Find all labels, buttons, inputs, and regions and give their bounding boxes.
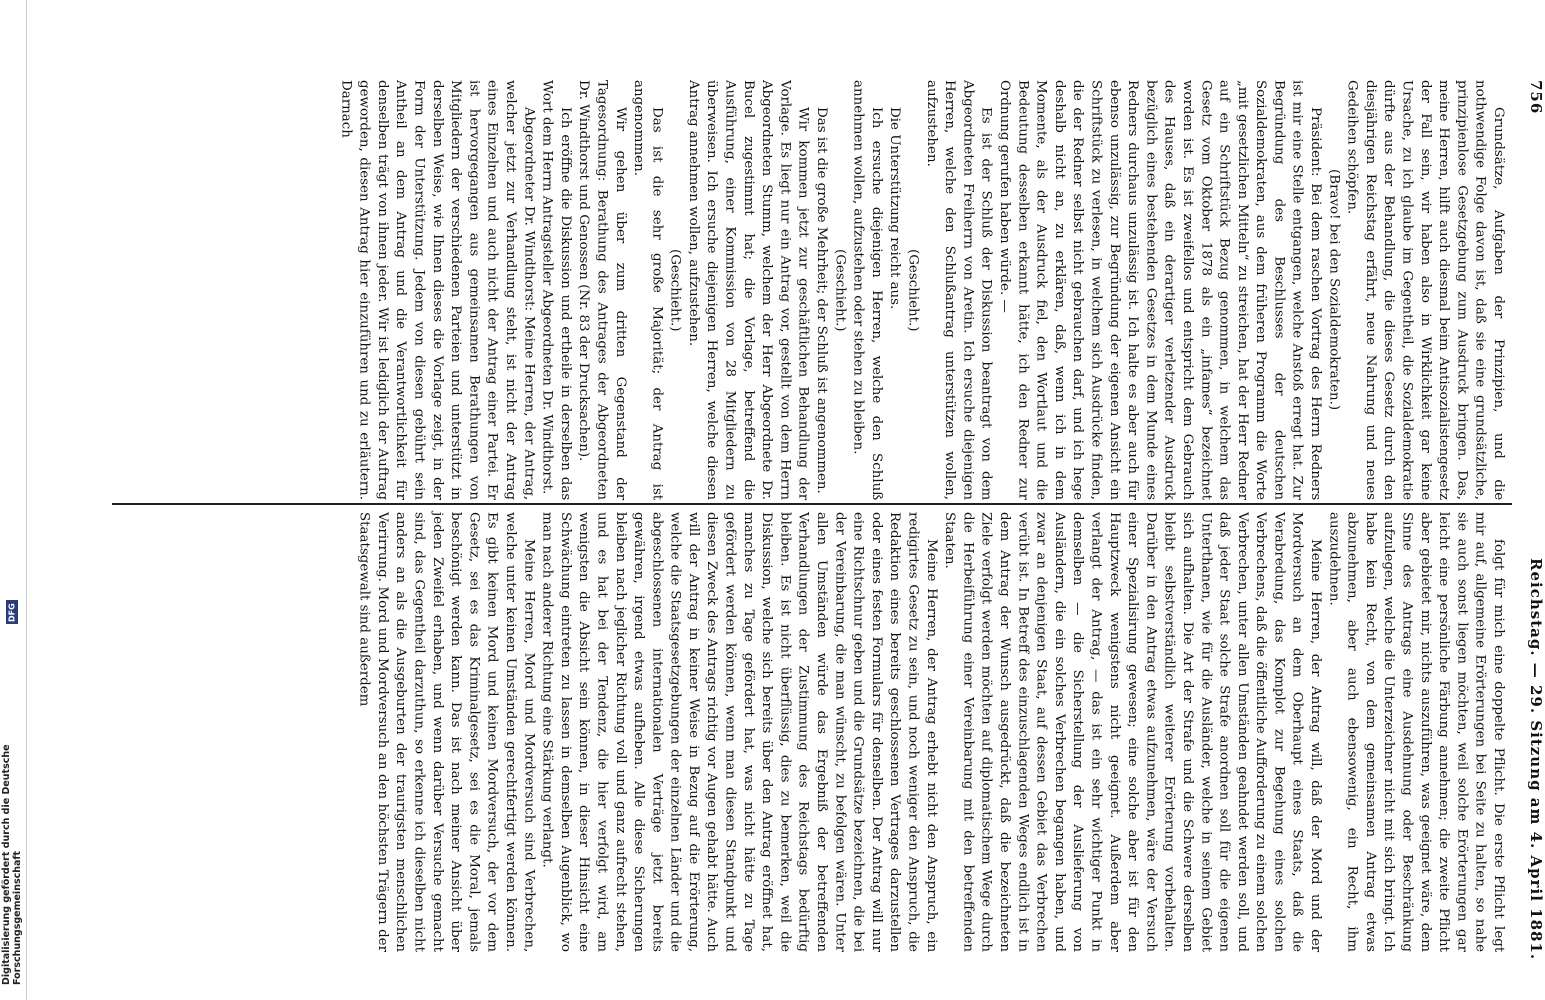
page-header <box>1515 80 1545 960</box>
column-left <box>112 80 1507 500</box>
interjection: (Geschieht.) <box>832 248 848 332</box>
paragraph: Das ist die sehr große Majorität; der Antrag ist angenommen. <box>631 80 665 500</box>
paragraph: Grundsätze, Aufgaben der Prinzipien, und die nothwendige Folge davon ist, daß sie eine grundsätzliche, prinzipienlose Gesetzgebung zum Ausdruck bringen. Das, meine Herren, hilft auch diesmal beim Antisozialistengesetz der Fall sein, wir haben also in Wirklichkeit gar keine Ursache, zu ich glaube im Gegentheil, die Sozialdemokratie dürfte aus der Behandlung, die dieses Gesetz durch den diesjährigen Reichstag erfährt, neue Nahrung und neues Gedeihen schöpfen. <box>1344 80 1506 500</box>
agenda-item: Wir gehen über zum dritten Gegenstand der Tagesordnung: Berathung des Antrages der Abgeordneten Dr. Windthorst und Genossen (Nr. 83 der Drucksachen). <box>576 80 628 500</box>
paragraph: Ich ersuche diejenigen Herren, welche den Schluß annehmen wollen, aufzustehen oder stehen zu bleiben. <box>850 80 884 500</box>
interjection: (Geschieht.) <box>667 248 683 332</box>
paragraph: Meine Herren, Mord und Mordversuch sind Verbrechen, welche unter keinen Umständen gerechtfertigt werden können. Es gibt keinen Mord und keinen Mordversuch, der vor dem Gesetz, sei es das Kriminalgesetz, sei es die Moral, jemals beschönigt werden kann. Das ist nach meiner Ansicht über jeden Zweifel erhaben, und wenn darüber Versuche gemacht sind, das Gegentheil darzuthun, so erkenne ich dieselben nicht anders an als die Ausgeburten der traurigsten menschlichen Verirrung. Mord und Mordversuch an den höchsten Trägern der Staatsgewalt sind außerdem <box>356 512 537 952</box>
interjection: (Geschieht.) <box>905 248 921 332</box>
paragraph: Die Unterstützung reicht aus. <box>887 106 903 310</box>
paragraph: Abgeordneter Dr. Windthorst: Meine Herren, der Antrag, welcher jetzt zur Verhandlung steht, ist nicht der Antrag eines Einzelnen und auch nicht der Antrag einer Partei. Er ist hervorgegangen aus gemeinsamen Berathungen von Mitgliedern der verschiedenen Parteien und unterstützt in derselben Weise, wie Ihnen dieses die Vorlage zeigt, in der Form der Unterstützung. Jedem von diesen gebührt sein Antheil an dem Antrag und die Verantwortlichkeit für denselben trägt von ihnen jeder. Wir ist lediglich der Auftrag geworden, diesen Antrag hier einzuführen und zu erläutern. Darnach <box>338 80 537 500</box>
paragraph: Es ist der Schluß der Diskussion beantragt von dem Abgeordneten Freiherrn von Aretin. Ich ersuche diejenigen Herren, welche den Schlußantrag unterstützen wollen, aufzustehen. <box>923 80 994 500</box>
funding-footer <box>1 600 23 985</box>
funding-note: Digitalisierung gefördert durch die Deutsche Forschungsgemeinschaft <box>1 744 23 985</box>
paragraph: folgt für mich eine doppelte Pflicht. Die erste Pflicht legt mir auf, allgemeine Erörterungen bei Seite zu halten, so nahe sie auch sonst liegen möchten, weil solche Erörterungen gar leicht eine persönliche Färbung annehmen; die zweite Pflicht aber gebietet mir, nichts auszuführen, was geeignet wäre, dem Sinne des Antrags eine Ausdehnung oder Beschränkung aufzulegen, welche die Unterzeichner nicht mit sich bringt. Ich habe kein Recht, von dem gemeinsamen Antrag etwas abzunehmen, aber auch ebensowenig, ein Recht, ihm auszudehnen. <box>1326 512 1506 952</box>
interjection: (Bravo! bei den Sozialdemokraten.) <box>1326 169 1342 411</box>
paragraph: Meine Herren, der Antrag will, daß der Mord und der Mordversuch an dem Oberhaupt eines Staats, daß die Verabredung, das Komplot zur Begehung eines solchen Verbrechens, daß die öffentliche Aufforderung zu einem solchen Verbrechen, unter allen Umständen geahndet werden soll, und daß jeder Staat solche Strafe anordnen soll für die eigenen Unterthanen, wie für die Ausländer, welche in seinem Gebiet sich aufhalten. Die Art der Strafe und die Schwere derselben bleibt selbstverständlich weiterer Erörterung vorbehalten. Darüber in den Antrag etwas aufzunehmen, wäre der Versuch einer Spezialisirung gewesen; eine solche aber ist für den Hauptzweck wenigstens nicht geeignet. Außerdem aber verlangt der Antrag, — das ist ein sehr wichtiger Punkt in demselben — die Sicherstellung der Auslieferung von Ausländern, die ein solches Verbrechen begangen haben, und zwar an denjenigen Staat, auf dessen Gebiet das Verbrechen verübt ist. In Betreff des einzuschlagenden Weges endlich ist in dem Antrag der Wunsch ausgedrückt, daß die bezeichneten Ziele verfolgt werden möchten auf diplomatischem Wege durch die Herbeiführung einer Vereinbarung mit den betreffenden Staaten. <box>942 512 1324 952</box>
paragraph: Wir kommen jetzt zur geschäftlichen Behandlung der Vorlage. Es liegt nur ein Antrag vor, gestellt von dem Herrn Abgeordneten Stumm, welchem der Herr Abgeordnete Dr. Bucel zugestimmt hat; die Vorlage, betreffend die Ausführung, einer Kommission von 28 Mitgliedern zu überweisen. Ich ersuche diejenigen Herren, welche diesen Antrag annehmen wollen, aufzustehen. <box>685 80 811 500</box>
dfg-logo-icon: DFG <box>6 600 18 624</box>
paragraph: Präsident: Bei dem raschen Vortrag des Herrn Redners ist mir eine Stelle entgangen, welche Anstoß erregt hat. Zur Begründung des Beschlusses der deutschen Sozialdemokraten, aus dem früheren Programm die Worte „mit gesetzlichen Mitteln“ zu streichen, hat der Herr Redner auf ein Schriftstück Bezug genommen, in welchem das Gesetz vom Oktober 1878 als ein „infames“ bezeichnet worden ist. Es ist zweifellos und entspricht dem Gebrauch des Hauses, daß ein derartiger verletzender Ausdruck bezüglich eines bestehenden Gesetzes in dem Munde eines Redners durchaus unzulässig ist. Ich halte es aber auch für ebenso unzulässig, zur Begründung der eigenen Ansicht ein Schriftstück zu verlesen, in welchem sich Ausdrücke finden, die der Redner selbst nicht gebrauchen darf, und ich hege deshalb nicht an, zu erklären, daß, wenn ich in dem Momente, als der Ausdruck fiel, den Wortlaut und die Bedeutung desselben erkannt hätte, ich den Redner zur Ordnung gerufen haben würde. — <box>996 80 1324 500</box>
paragraph: Das ist die große Mehrheit; der Schluß ist angenommen. <box>814 106 830 494</box>
column-right <box>112 512 1507 952</box>
running-title: Reichstag. — 29. Sitzung am 4. April 1881. <box>1527 557 1545 960</box>
page-number: 756 <box>1527 80 1545 115</box>
paragraph: Ich eröffne die Diskussion und ertheile in derselben das Wort dem Herrn Antragsteller Abgeordneten Dr. Windthorst. <box>539 80 573 500</box>
paragraph: Meine Herren, der Antrag erhebt nicht den Anspruch, ein redigirtes Gesetz zu sein, und noch weniger den Anspruch, die Redaktion eines bereits geschlossenen Vertrages darzustellen oder eines festen Formulars für denselben. Der Antrag will nur eine Richtschnur geben und die Grundsätze bezeichnen, die bei der Vereinbarung, die man wünscht, zu befolgen wären. Unter allen Umständen würde das Ergebniß der betreffenden Verhandlungen der Zustimmung des Reichstags bedürftig bleiben. Es ist nicht überflüssig, dies zu bemerken, weil die Diskussion, welche sich bereits über den Antrag eröffnet hat, manches zu Tage gefördert hat, was nicht hätte zu Tage gefördert werden können, wenn man diesen Standpunkt und diesen Zweck des Antrags richtig vor Augen gehabt hätte. Auch will der Antrag in keiner Weise in Bezug auf die Erörterung, welche die Staatsgesetzgebungen der einzelnen Länder und die abgeschlossenen internationalen Verträge jetzt bereits gewähren, irgend etwas aufheben. Alle diese Sicherungen bleiben nach jeglicher Richtung voll und ganz aufrecht stehen, und es hat bei der Tendenz, die hier verfolgt wird, am wenigsten die Absicht sein können, in dieser Hinsicht eine Schwächung eintreten zu lassen in demselben Augenblick, wo man nach anderer Richtung eine Stärkung verlangt. <box>539 512 939 952</box>
column-divider <box>112 503 1512 505</box>
